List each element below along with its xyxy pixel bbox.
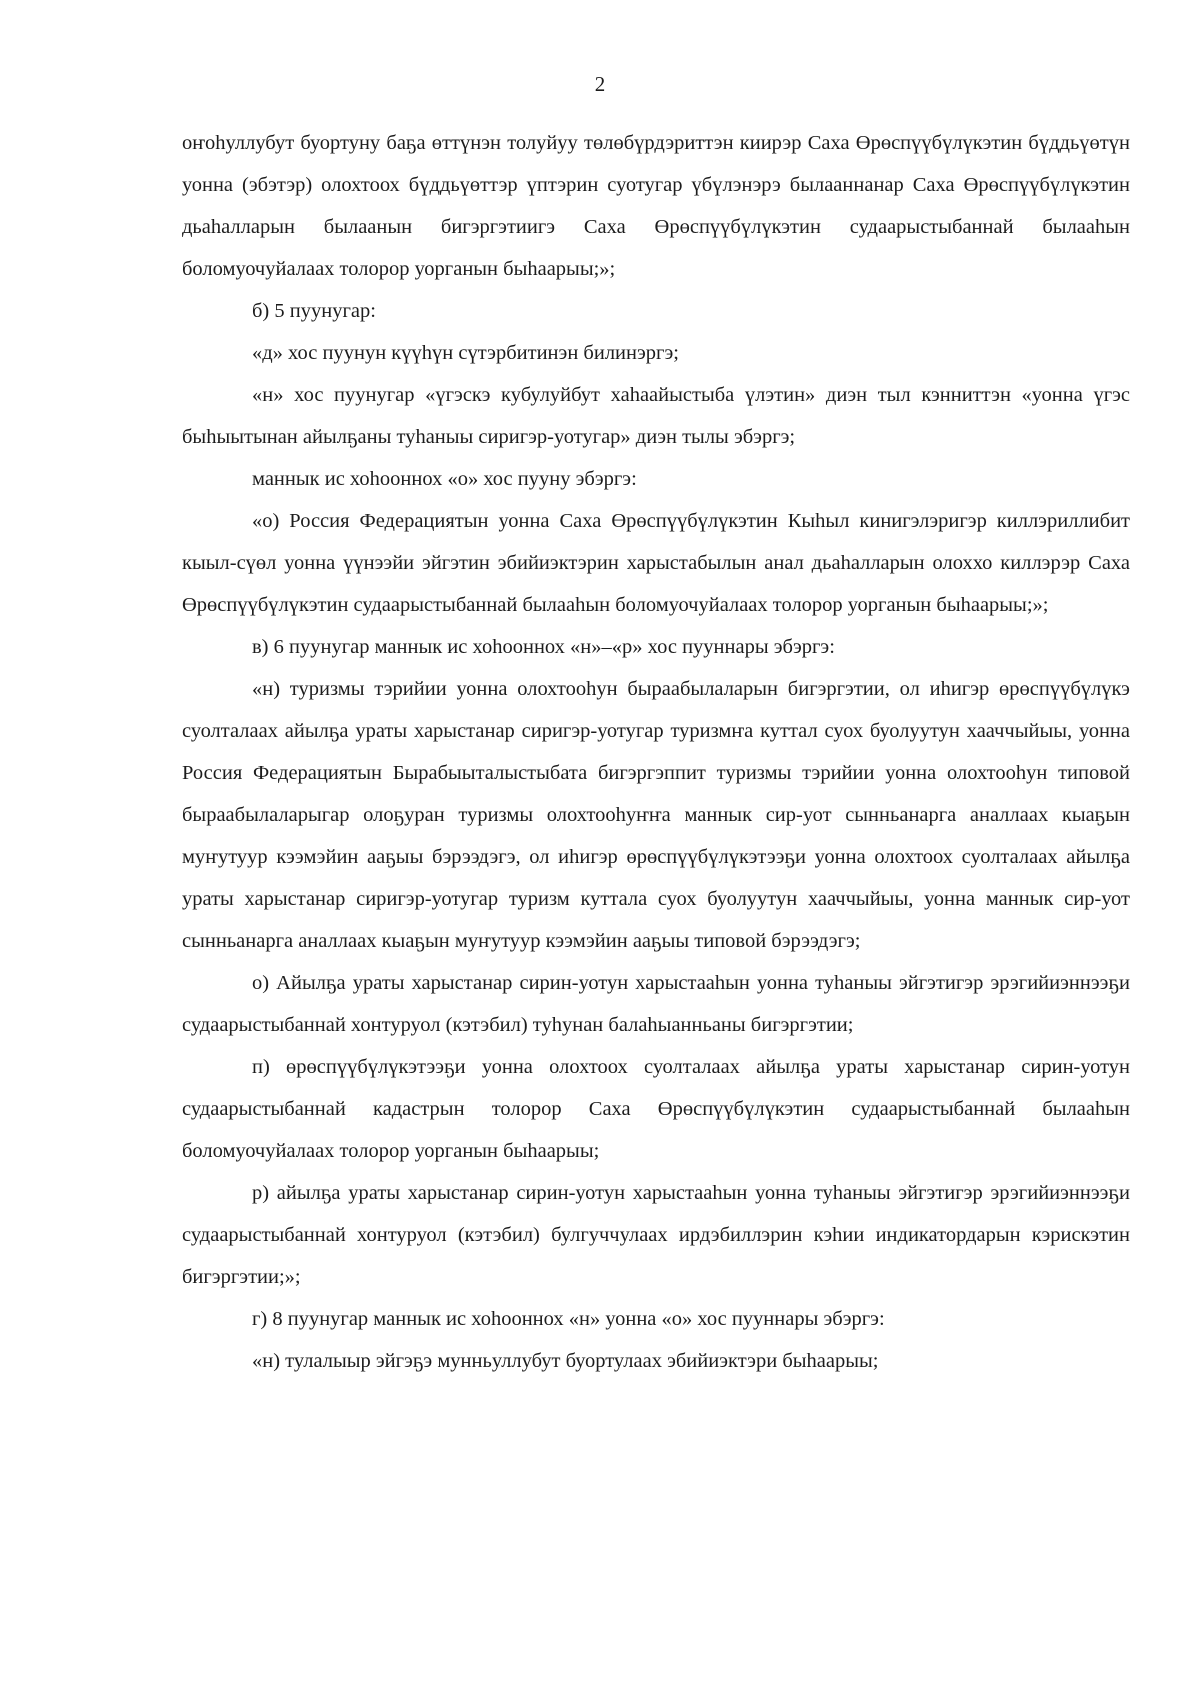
paragraph: г) 8 пуунугар маннык ис хоһооннох «н» уонна «о» хос пууннары эбэргэ: bbox=[252, 1308, 885, 1330]
paragraph: б) 5 пуунугар: bbox=[252, 300, 376, 322]
page-number: 2 bbox=[594, 72, 606, 96]
document-body bbox=[182, 122, 1130, 1382]
paragraph: «д» хос пуунун күүһүн сүтэрбитинэн билинэргэ; bbox=[252, 342, 679, 364]
paragraph: «н» хос пуунугар «үгэскэ кубулуйбут хаһаайыстыба үлэтин» диэн тыл кэнниттэн «уонна үгэс быһыытынан айылҕаны туһаныы сиригэр-уотугар» диэн тылы эбэргэ; bbox=[182, 384, 1130, 448]
paragraph: в) 6 пуунугар маннык ис хоһооннох «н»–«р» хос пууннары эбэргэ: bbox=[252, 636, 835, 658]
paragraph: п) өрөспүүбүлүкэтээҕи уонна олохтоох суолталаах айылҕа ураты харыстанар сирин-уотун судаарыстыбаннай кадастрын толорор Саха Өрөспүүбүлүкэтин судаарыстыбаннай былааһын боломуочуйалаах толорор уорганын быһаарыы; bbox=[182, 1056, 1130, 1162]
paragraph: р) айылҕа ураты харыстанар сирин-уотун харыстааһын уонна туһаныы эйгэтигэр эрэгийиэннээҕи судаарыстыбаннай хонтуруол (кэтэбил) булгуччулаах ирдэбиллэрин кэһии индикатордарын кэрискэтин бигэргэтии;»; bbox=[182, 1182, 1130, 1288]
paragraph: «н) туризмы тэрийии уонна олохтооһун быраабылаларын бигэргэтии, ол иһигэр өрөспүүбүлүкэ суолталаах айылҕа ураты харыстанар сиригэр-уотугар туризмҥа куттал суох буолуутун хааччыйыы, уонна Россия Федерациятын Бырабыыталыстыбата бигэргэппит туризмы тэрийии уонна олохтооһун типовой быраабылаларыгар олоҕуран туризмы олохтооһуҥҥа маннык сир-уот сынньанарга аналлаах кыаҕын муҥутуур кээмэйин ааҕыы бэрээдэгэ, ол иһигэр өрөспүүбүлүкэтээҕи уонна олохтоох суолталаах айылҕа ураты харыстанар сиригэр-уотугар туризм куттала суох буолуутун хааччыйыы, уонна маннык сир-уот сынньанарга аналлаах кыаҕын муҥутуур кээмэйин ааҕыы типовой бэрээдэгэ; bbox=[182, 678, 1130, 952]
paragraph: маннык ис хоһооннох «о» хос пууну эбэргэ: bbox=[252, 468, 637, 490]
paragraph: «о) Россия Федерациятын уонна Саха Өрөспүүбүлүкэтин Кыһыл кинигэлэригэр киллэриллибит кыыл-сүөл уонна үүнээйи эйгэтин эбийиэктэрин харыстабылын анал дьаһалларын олоххо киллэрэр Саха Өрөспүүбүлүкэтин судаарыстыбаннай былааһын боломуочуйалаах толорор уорганын быһаарыы;»; bbox=[182, 510, 1130, 616]
paragraph: «н) тулалыыр эйгэҕэ мунньуллубут буортулаах эбийиэктэри быһаарыы; bbox=[252, 1350, 879, 1372]
paragraph: оҥоһуллубут буортуну баҕа өттүнэн толуйуу төлөбүрдэриттэн киирэр Саха Өрөспүүбүлүкэтин бүддьүөтүн уонна (эбэтэр) олохтоох бүддьүөттэр үптэрин суотугар үбүлэнэрэ былааннанар Саха Өрөспүүбүлүкэтин дьаһалларын былаанын бигэргэтиигэ Саха Өрөспүүбүлүкэтин судаарыстыбаннай былааһын боломуочуйалаах толорор уорганын быһаарыы;»; bbox=[182, 132, 1130, 280]
paragraph: о) Айылҕа ураты харыстанар сирин-уотун харыстааһын уонна туһаныы эйгэтигэр эрэгийиэннээҕи судаарыстыбаннай хонтуруол (кэтэбил) туһунан балаһыанньаны бигэргэтии; bbox=[182, 972, 1130, 1036]
